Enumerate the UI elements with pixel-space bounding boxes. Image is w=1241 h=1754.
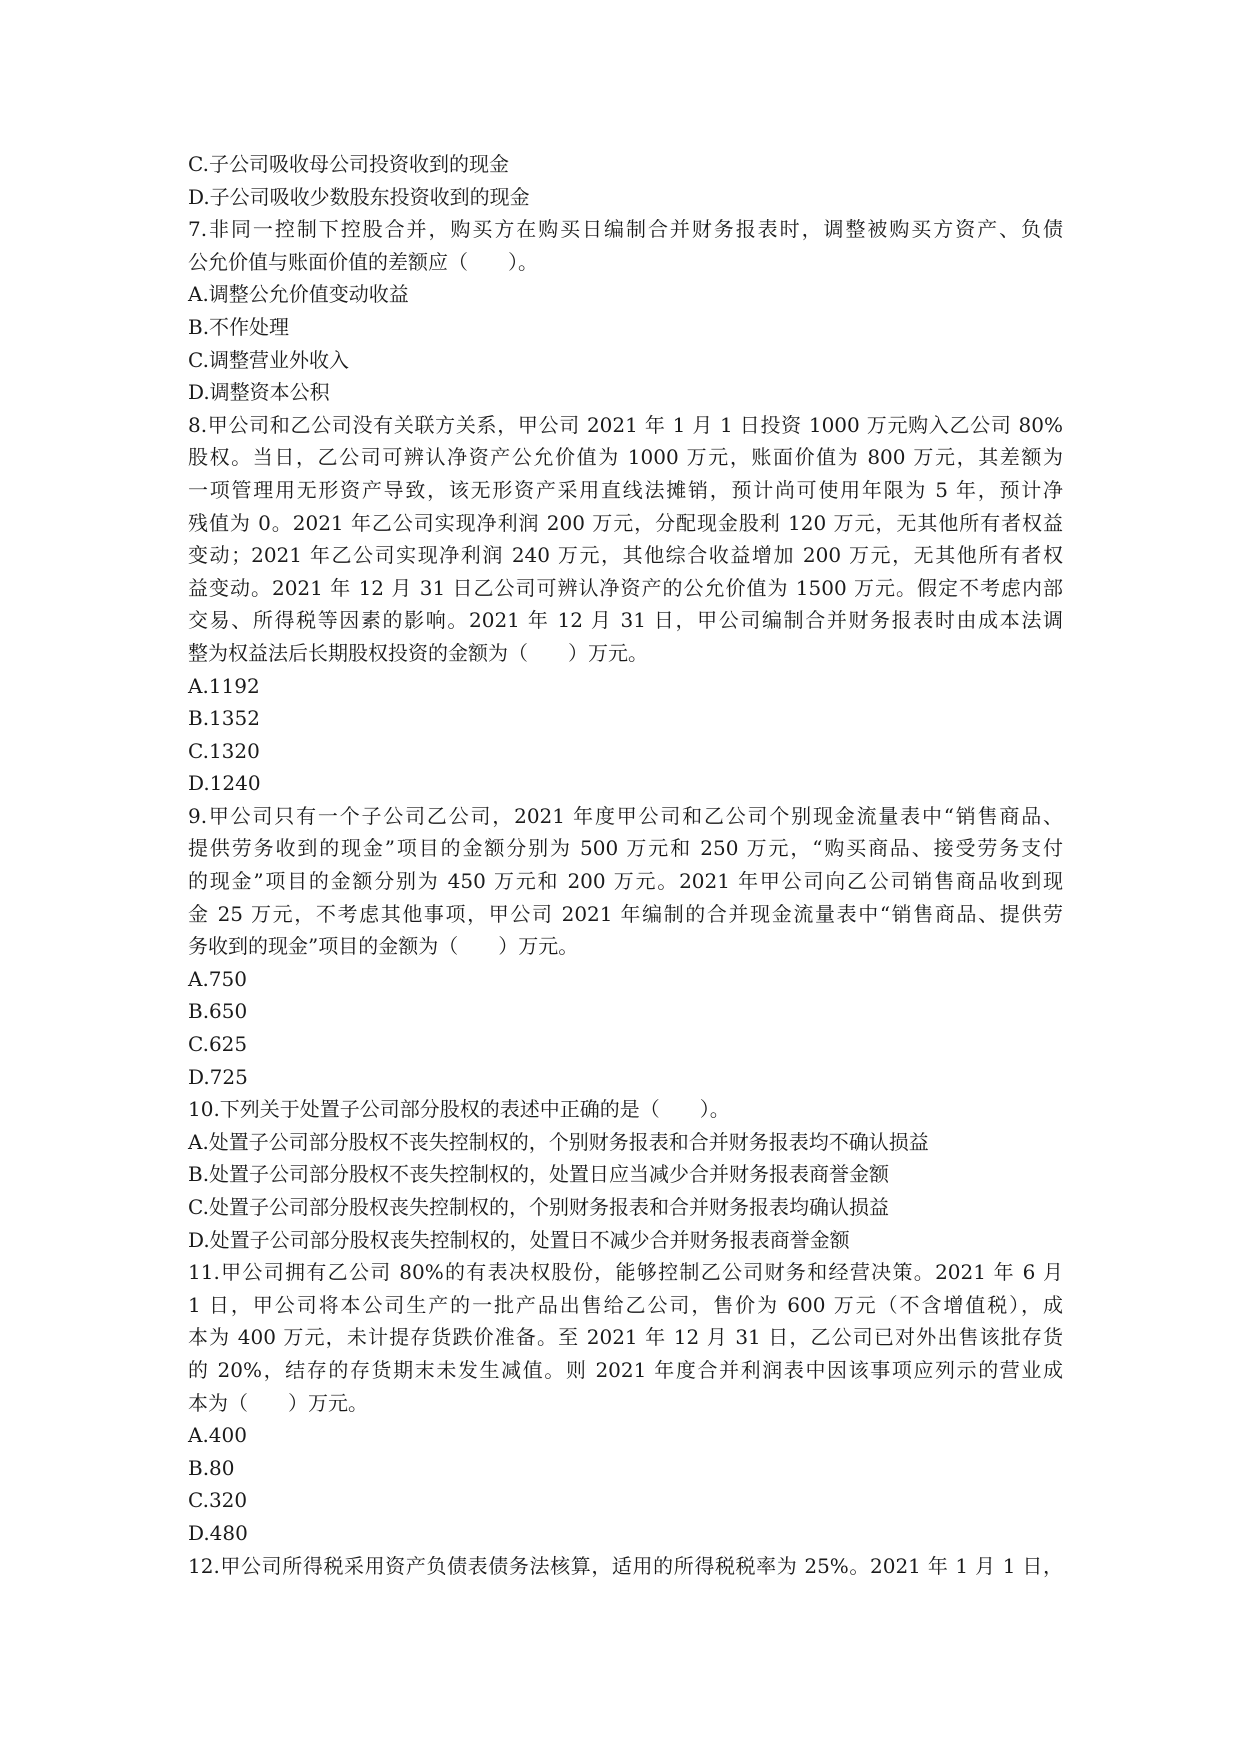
option-a: A.400 [188, 1423, 247, 1448]
question-9 [188, 800, 1063, 1093]
question-stem-line: 残值为 0。2021 年乙公司实现净利润 200 万元，分配现金股利 120 万元，无其他所有者权益 [188, 510, 1063, 535]
option-d: D.调整资本公积 [188, 380, 330, 405]
option-b: B.不作处理 [188, 314, 290, 339]
option-b: B.1352 [188, 706, 260, 731]
question-stem-line: 11.甲公司拥有乙公司 80%的有表决权股份，能够控制乙公司财务和经营决策。2021 年 6 月 [188, 1260, 1063, 1285]
question-6-tail [188, 148, 1063, 213]
question-10 [188, 1093, 1063, 1256]
option-d: D.1240 [188, 771, 261, 796]
option-c: C.调整营业外收入 [188, 347, 349, 372]
option-d: D.725 [188, 1064, 248, 1089]
question-stem-line: 股权。当日，乙公司可辨认净资产公允价值为 1000 万元，账面价值为 800 万元，其差额为 [188, 445, 1063, 470]
question-stem-line: 变动；2021 年乙公司实现净利润 240 万元，其他综合收益增加 200 万元，无其他所有者权 [188, 543, 1063, 568]
question-8 [188, 409, 1063, 800]
option-c: C.320 [188, 1488, 248, 1513]
question-stem-line: 的现金”项目的金额分别为 450 万元和 200 万元。2021 年甲公司向乙公司销售商品收到现 [188, 869, 1063, 894]
option-c: C.1320 [188, 738, 260, 763]
question-stem-line: 本为 400 万元，未计提存货跌价准备。至 2021 年 12 月 31 日，乙公司已对外出售该批存货 [188, 1325, 1063, 1350]
option-a: A.调整公允价值变动收益 [188, 282, 409, 307]
question-11 [188, 1256, 1063, 1549]
question-stem-line: 交易、所得税等因素的影响。2021 年 12 月 31 日，甲公司编制合并财务报表时由成本法调 [188, 608, 1063, 633]
question-stem-line: 金 25 万元，不考虑其他事项，甲公司 2021 年编制的合并现金流量表中“销售商品、提供劳 [188, 901, 1063, 926]
option-d: D.处置子公司部分股权丧失控制权的，处置日不减少合并财务报表商誉金额 [188, 1227, 850, 1252]
option-c: C.处置子公司部分股权丧失控制权的，个别财务报表和合并财务报表均确认损益 [188, 1195, 889, 1219]
question-7 [188, 213, 1063, 409]
document-body [188, 148, 1063, 1582]
question-stem-line: 一项管理用无形资产导致，该无形资产采用直线法摊销，预计尚可使用年限为 5 年，预计净 [188, 477, 1063, 502]
question-stem-line: 9.甲公司只有一个子公司乙公司，2021 年度甲公司和乙公司个别现金流量表中“销售商品、 [188, 803, 1063, 828]
question-stem-line: 本为（ ）万元。 [188, 1390, 368, 1415]
question-stem-line: 公允价值与账面价值的差额应（ ）。 [188, 249, 538, 274]
option-b: B.处置子公司部分股权不丧失控制权的，处置日应当减少合并财务报表商誉金额 [188, 1162, 890, 1187]
option-b: B.80 [188, 1455, 235, 1480]
option-a: A.750 [188, 966, 247, 991]
option-d: D.子公司吸收少数股东投资收到的现金 [188, 184, 530, 209]
question-stem-line: 8.甲公司和乙公司没有关联方关系，甲公司 2021 年 1 月 1 日投资 1000 万元购入乙公司 80% [188, 412, 1063, 437]
question-stem-line: 整为权益法后长期股权投资的金额为（ ）万元。 [188, 640, 648, 665]
question-stem-line: 7.非同一控制下控股合并，购买方在购买日编制合并财务报表时，调整被购买方资产、负债 [188, 217, 1063, 242]
option-c: C.625 [188, 1032, 248, 1057]
option-d: D.480 [188, 1520, 248, 1545]
question-stem-line: 提供劳务收到的现金”项目的金额分别为 500 万元和 250 万元，“购买商品、接受劳务支付 [188, 836, 1063, 861]
question-stem-line: 益变动。2021 年 12 月 31 日乙公司可辨认净资产的公允价值为 1500 万元。假定不考虑内部 [188, 575, 1063, 600]
question-stem-line: 12.甲公司所得税采用资产负债表债务法核算，适用的所得税税率为 25%。2021 年 1 月 1 日， [188, 1553, 1063, 1578]
question-stem-line: 1 日，甲公司将本公司生产的一批产品出售给乙公司，售价为 600 万元（不含增值税），成 [188, 1292, 1063, 1317]
option-a: A.1192 [188, 673, 260, 698]
question-12 [188, 1550, 1063, 1583]
question-stem-line: 的 20%，结存的存货期末未发生减值。则 2021 年度合并利润表中因该事项应列示的营业成 [188, 1357, 1063, 1382]
option-c: C.子公司吸收母公司投资收到的现金 [188, 152, 509, 176]
question-stem-line: 10.下列关于处置子公司部分股权的表述中正确的是（ ）。 [188, 1097, 730, 1122]
option-a: A.处置子公司部分股权不丧失控制权的，个别财务报表和合并财务报表均不确认损益 [188, 1129, 929, 1154]
question-stem-line: 务收到的现金”项目的金额为（ ）万元。 [188, 934, 579, 959]
option-b: B.650 [188, 999, 248, 1024]
